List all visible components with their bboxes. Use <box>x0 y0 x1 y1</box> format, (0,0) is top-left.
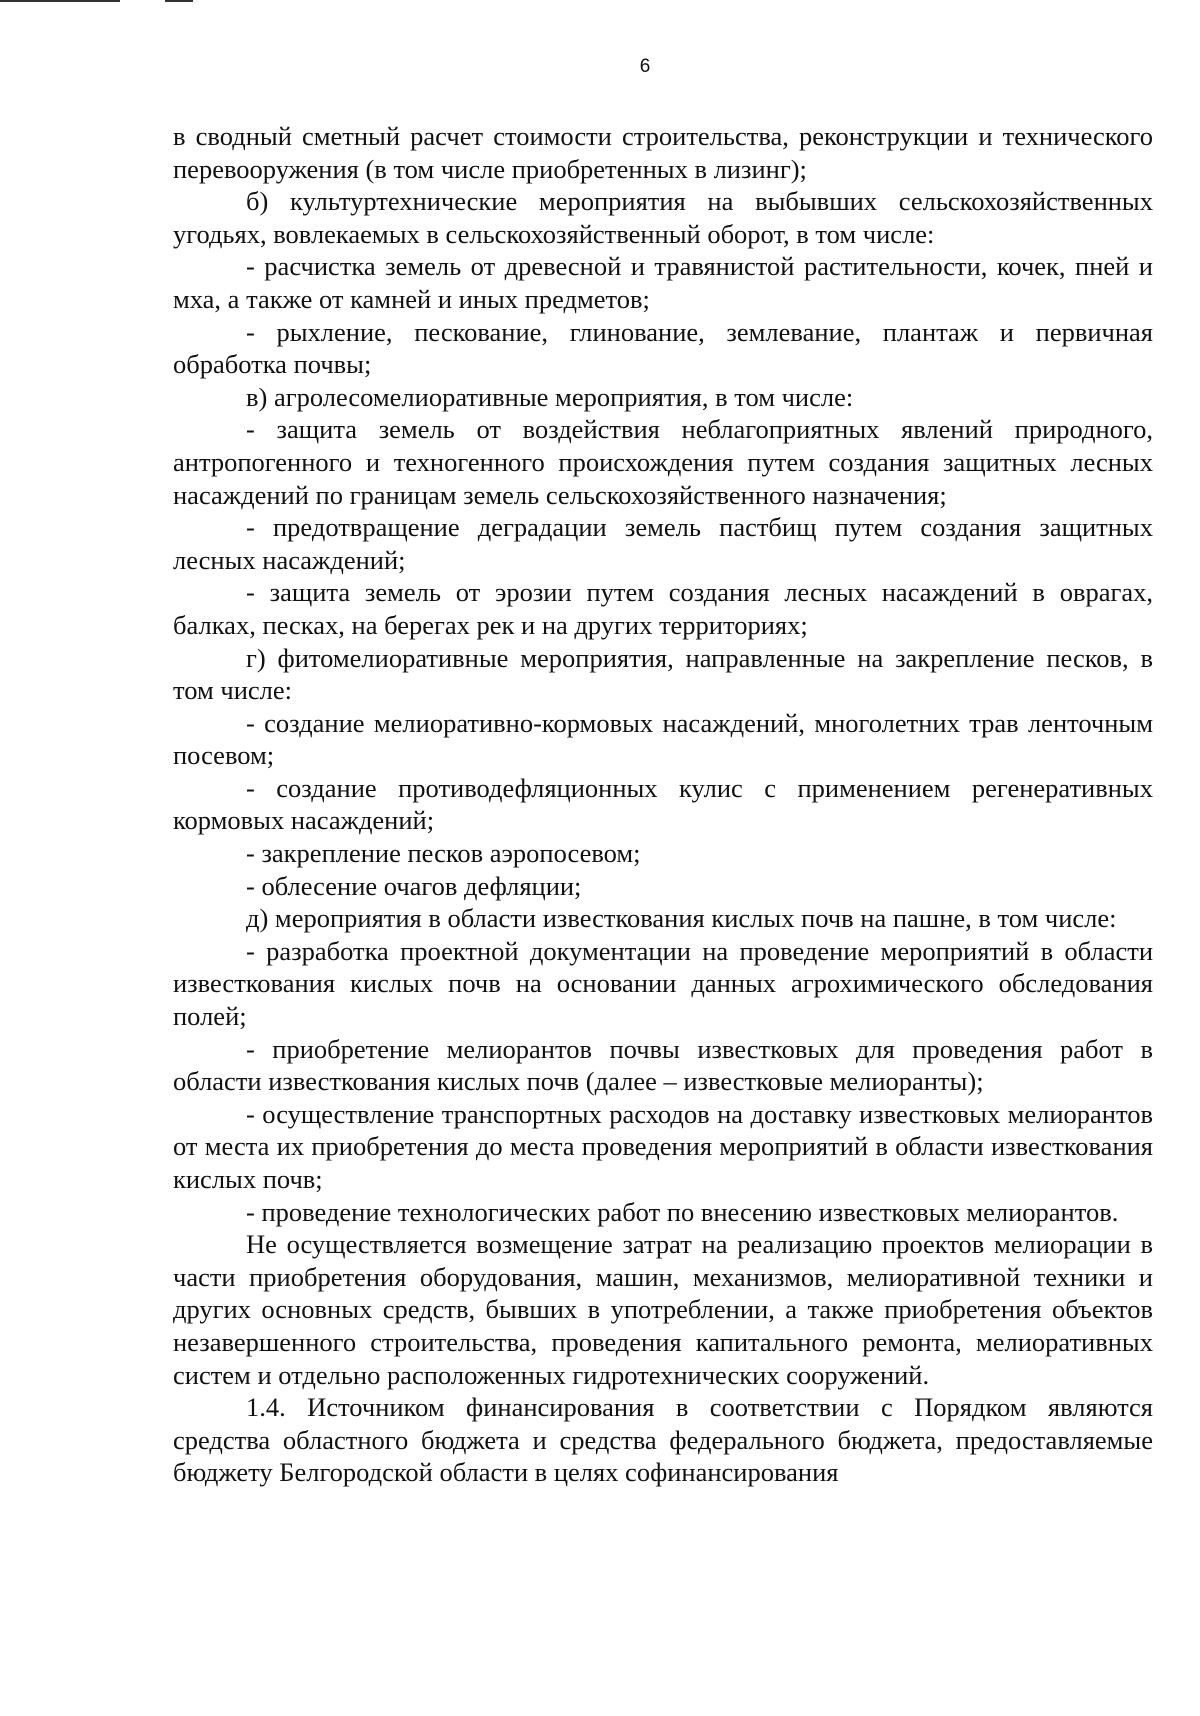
paragraph: Не осуществляется возмещение затрат на реализацию проектов мелиорации в части приобретения оборудования, машин, механизмов, мелиоративной техники и других основных средств, бывших в употреблении, а также приобретения объектов незавершенного строительства, проведения капитального ремонта, мелиоративных систем и отдельно расположенных гидротехнических сооружений. <box>173 1229 1153 1390</box>
paragraph: - защита земель от воздействия неблагоприятных явлений природного, антропогенного и техногенного происхождения путем создания защитных лесных насаждений по границам земель сельскохозяйственного назначения; <box>173 414 1153 510</box>
paragraph: - расчистка земель от древесной и травянистой растительности, кочек, пней и мха, а также от камней и иных предметов; <box>173 251 1153 314</box>
paragraph: - рыхление, пескование, глинование, землевание, плантаж и первичная обработка почвы; <box>173 316 1153 380</box>
paragraph: б) культуртехнические мероприятия на выбывших сельскохозяйственных угодьях, вовлекаемых в сельскохозяйственный оборот, в том числе: <box>173 186 1153 249</box>
paragraph: в сводный сметный расчет стоимости строительства, реконструкции и технического перевооружения (в том числе приобретенных в лизинг); <box>173 121 1153 184</box>
paragraph: - облесение очагов дефляции; <box>246 870 582 901</box>
document-body <box>173 120 1153 1489</box>
paragraph: - проведение технологических работ по внесению известковых мелиорантов. <box>246 1196 1119 1227</box>
paragraph: - создание противодефляционных кулис с применением регенеративных кормовых насаждений; <box>173 772 1153 836</box>
paragraph: - предотвращение деградации земель пастбищ путем создания защитных лесных насаждений; <box>173 512 1153 575</box>
paragraph: - приобретение мелиорантов почвы известковых для проведения работ в области известкования кислых почв (далее – известковые мелиоранты); <box>173 1033 1153 1097</box>
paragraph: - разработка проектной документации на проведение мероприятий в области известкования кислых почв на основании данных агрохимического обследования полей; <box>173 935 1153 1032</box>
paragraph: 1.4. Источником финансирования в соответствии с Порядком являются средства областного бюджета и средства федерального бюджета, предоставляемые бюджету Белгородской области в целях софинансирования <box>173 1392 1153 1488</box>
paragraph: г) фитомелиоративные мероприятия, направленные на закрепление песков, в том числе: <box>173 642 1153 706</box>
paragraph: - создание мелиоративно-кормовых насаждений, многолетних трав ленточным посевом; <box>173 707 1153 771</box>
page-number: 6 <box>639 56 651 77</box>
paragraph: д) мероприятия в области известкования кислых почв на пашне, в том числе: <box>246 903 1117 934</box>
paragraph: - закрепление песков аэропосевом; <box>246 838 641 869</box>
paragraph: - осуществление транспортных расходов на доставку известковых мелиорантов от места их приобретения до места проведения мероприятий в области известкования кислых почв; <box>173 1098 1153 1194</box>
scan-edge-mark <box>165 0 193 2</box>
scan-edge-mark <box>0 0 120 2</box>
paragraph: - защита земель от эрозии путем создания лесных насаждений в оврагах, балках, песках, на берегах рек и на других территориях; <box>173 577 1153 640</box>
paragraph: в) агролесомелиоративные мероприятия, в том числе: <box>246 381 854 412</box>
